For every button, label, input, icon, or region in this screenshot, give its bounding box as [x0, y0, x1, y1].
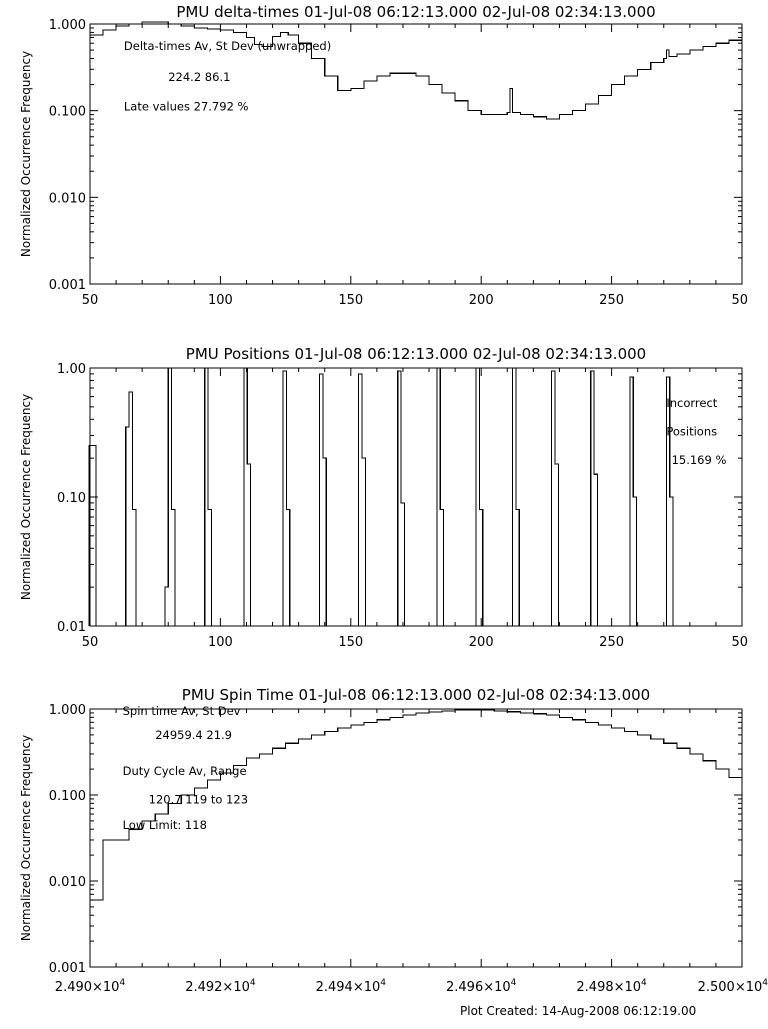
- plot-frame: [90, 368, 742, 626]
- y-tick-label: 1.000: [48, 703, 86, 718]
- x-tick-exponent: 4: [641, 978, 647, 988]
- y-tick-label: 0.001: [48, 961, 86, 976]
- y-tick-label: 1.00: [57, 362, 86, 377]
- x-tick-label: 150: [338, 635, 364, 650]
- position-peak: [316, 374, 326, 626]
- x-tick-exponent: 4: [510, 978, 517, 988]
- x-tick-times: ×10: [613, 980, 642, 995]
- x-tick-times: ×10: [222, 980, 250, 995]
- x-tick-label: 100: [207, 293, 233, 308]
- x-tick-mantissa: 2.498: [576, 980, 614, 995]
- x-tick-mantissa: 2.494: [315, 980, 353, 995]
- x-tick-exponent: 4: [380, 978, 386, 988]
- annotation-text: Delta-times Av, St Dev (unwrapped): [123, 39, 332, 54]
- annotation-text: 224.2 86.1: [168, 69, 231, 84]
- x-tick-label: 200: [468, 293, 494, 308]
- y-axis-label: Normalized Occurrence Frequency: [19, 50, 33, 258]
- chart-panel-3: [19, 686, 768, 995]
- x-tick-mantissa: 2.490: [54, 980, 93, 995]
- x-tick-label: 50: [81, 635, 99, 650]
- x-tick-label: 50: [731, 635, 748, 650]
- x-tick-exponent: 4: [249, 978, 256, 988]
- position-peak: [473, 368, 483, 626]
- x-tick-label: [185, 978, 256, 995]
- x-tick-mantissa: 2.496: [446, 980, 484, 995]
- x-tick-label: [55, 978, 126, 995]
- y-axis-label: Normalized Occurrence Frequency: [19, 734, 33, 942]
- chart-title: PMU Spin Time 01-Jul-08 06:12:13.000 02-Jul-08 02:34:13.000: [181, 686, 651, 704]
- position-peak: [663, 377, 673, 626]
- annotation-text: Late values 27.792 %: [123, 99, 249, 114]
- y-tick-label: 0.01: [57, 620, 86, 635]
- x-tick-label: 200: [468, 635, 494, 650]
- position-peak: [165, 368, 175, 626]
- annotation-text: 120.7 119 to 123: [148, 792, 249, 807]
- x-tick-exponent: 4: [762, 978, 768, 988]
- position-peak: [587, 371, 597, 626]
- position-peak: [433, 368, 443, 626]
- position-peak: [280, 371, 290, 626]
- annotation-text: Positions: [666, 424, 718, 439]
- x-tick-label: [698, 978, 768, 995]
- x-tick-exponent: 4: [119, 978, 126, 988]
- x-tick-label: [316, 978, 387, 995]
- x-tick-times: ×10: [483, 980, 511, 995]
- x-tick-label: [446, 978, 517, 995]
- x-tick-times: ×10: [734, 980, 763, 995]
- position-peak: [355, 374, 365, 626]
- y-tick-label: 0.001: [48, 278, 86, 293]
- y-tick-label: 1.000: [48, 18, 86, 33]
- chart-panel-1: [19, 3, 748, 308]
- x-tick-label: [576, 978, 647, 995]
- y-tick-label: 0.010: [48, 875, 86, 890]
- position-peak: [509, 368, 519, 626]
- y-tick-label: 0.010: [48, 191, 86, 207]
- plot-frame: [90, 709, 742, 967]
- annotation-text: Incorrect: [666, 395, 718, 410]
- annotation-text: 15.169 %: [671, 453, 727, 468]
- position-peak: [548, 371, 558, 626]
- chart-title: PMU delta-times 01-Jul-08 06:12:13.000 02-Jul-08 02:34:13.000: [176, 3, 656, 21]
- x-tick-times: ×10: [352, 980, 381, 995]
- annotation-text: Low Limit: 118: [122, 818, 207, 833]
- x-tick-mantissa: 2.500: [697, 980, 735, 995]
- plot-frame: [90, 24, 742, 284]
- x-tick-label: 50: [81, 293, 99, 308]
- position-peak: [394, 371, 404, 626]
- y-tick-label: 0.10: [57, 491, 86, 506]
- position-peak: [626, 377, 636, 626]
- y-tick-label: 0.100: [48, 789, 86, 804]
- annotation-text: Spin time Av, St Dev: [122, 704, 241, 719]
- annotation-text: Duty Cycle Av, Range: [122, 764, 247, 779]
- chart-title: PMU Positions 01-Jul-08 06:12:13.000 02-Jul-08 02:34:13.000: [185, 345, 647, 363]
- y-axis-label: Normalized Occurrence Frequency: [19, 393, 33, 601]
- plot-created-footer: Plot Created: 14-Aug-2008 06:12:19.00: [460, 1004, 697, 1018]
- x-tick-label: 150: [338, 293, 364, 308]
- x-tick-label: 250: [599, 635, 625, 650]
- x-tick-mantissa: 2.492: [185, 980, 223, 995]
- x-tick-times: ×10: [92, 980, 120, 995]
- x-tick-label: 100: [207, 635, 233, 650]
- chart-panel-2: [19, 345, 748, 650]
- x-tick-label: 50: [731, 293, 748, 308]
- y-tick-label: 0.100: [48, 104, 86, 120]
- position-peak: [126, 392, 136, 626]
- position-peak: [201, 368, 211, 626]
- position-peak: [240, 368, 250, 626]
- annotation-text: 24959.4 21.9: [155, 727, 233, 742]
- x-tick-label: 250: [599, 293, 625, 308]
